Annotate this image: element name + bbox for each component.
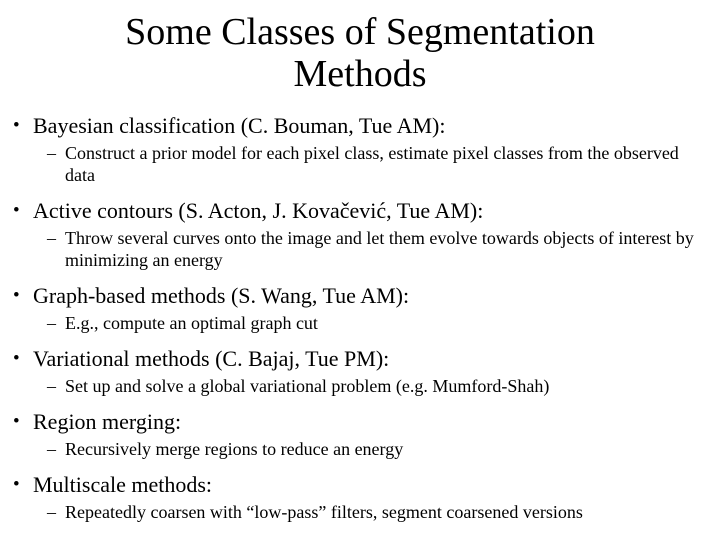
sub-bullet-text: Throw several curves onto the image and let them evolve towards objects of interest by minimizing an energy — [65, 228, 694, 270]
sub-bullet-group — [0, 501, 698, 523]
bullet-marker: • — [13, 348, 20, 369]
sub-bullet-text: Set up and solve a global variational problem (e.g. Mumford-Shah) — [65, 376, 550, 396]
bullet-level1 — [0, 471, 698, 499]
bullet-text: Region merging: — [33, 409, 182, 434]
bullet-level1 — [0, 112, 698, 140]
sub-bullet-item — [47, 375, 698, 397]
bullet-text: Graph-based methods (S. Wang, Tue AM): — [33, 283, 410, 308]
sub-bullet-group — [0, 375, 698, 397]
bullet-text: Active contours (S. Acton, J. Kovačević, Tue AM): — [33, 198, 484, 223]
bullet-item — [0, 408, 698, 460]
slide-title — [0, 0, 720, 95]
sub-bullet-group — [0, 142, 698, 186]
bullet-text: Variational methods (C. Bajaj, Tue PM): — [33, 346, 390, 371]
bullet-text: Bayesian classification (C. Bouman, Tue AM): — [33, 113, 446, 138]
bullet-item — [0, 282, 698, 334]
bullet-level1 — [0, 345, 698, 373]
sub-bullet-group — [0, 438, 698, 460]
sub-bullet-group — [0, 227, 698, 271]
bullet-marker: • — [13, 200, 20, 221]
bullet-item — [0, 345, 698, 397]
slide-title-line-1: Some Classes of Segmentation — [125, 11, 595, 53]
sub-bullet-item — [47, 501, 698, 523]
bullet-marker: • — [13, 285, 20, 306]
sub-bullet-group — [0, 312, 698, 334]
slide-title-line-2: Methods — [293, 53, 427, 95]
bullet-level1 — [0, 197, 698, 225]
sub-bullet-marker: – — [47, 502, 56, 522]
bullet-list — [0, 112, 720, 523]
sub-bullet-text: Construct a prior model for each pixel class, estimate pixel classes from the observed data — [65, 143, 679, 185]
sub-bullet-text: Repeatedly coarsen with “low-pass” filters, segment coarsened versions — [65, 502, 583, 522]
bullet-item — [0, 197, 698, 271]
bullet-marker: • — [13, 411, 20, 432]
sub-bullet-item — [47, 142, 698, 186]
sub-bullet-text: Recursively merge regions to reduce an energy — [65, 439, 404, 459]
bullet-item — [0, 112, 698, 186]
bullet-marker: • — [13, 474, 20, 495]
bullet-item — [0, 471, 698, 523]
sub-bullet-marker: – — [47, 228, 56, 248]
sub-bullet-marker: – — [47, 376, 56, 396]
sub-bullet-marker: – — [47, 439, 56, 459]
bullet-level1 — [0, 282, 698, 310]
sub-bullet-item — [47, 227, 698, 271]
sub-bullet-marker: – — [47, 313, 56, 333]
bullet-text: Multiscale methods: — [33, 472, 213, 497]
bullet-level1 — [0, 408, 698, 436]
sub-bullet-item — [47, 312, 698, 334]
sub-bullet-item — [47, 438, 698, 460]
bullet-marker: • — [13, 115, 20, 136]
sub-bullet-text: E.g., compute an optimal graph cut — [65, 313, 318, 333]
sub-bullet-marker: – — [47, 143, 56, 163]
